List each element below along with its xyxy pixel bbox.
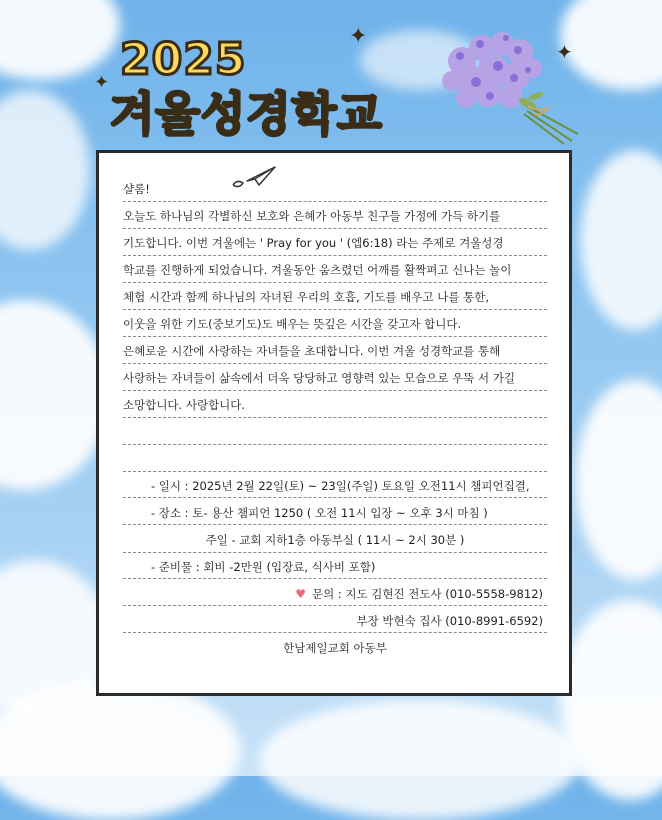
lavender-bouquet-icon bbox=[432, 26, 582, 146]
greeting: 샬롬! bbox=[123, 177, 547, 202]
event-place: - 장소 : 토- 용산 챔피언 1250 ( 오전 11시 입장 ~ 오후 3시 마침 ) bbox=[123, 501, 547, 525]
letter-body-line: 오늘도 하나님의 각별하신 보호와 은혜가 아동부 친구들 가정에 가득 하기를 bbox=[123, 204, 547, 229]
letter-body-line: 사랑하는 자녀들이 삶속에서 더욱 당당하고 영향력 있는 모습으로 우뚝 서 가길 bbox=[123, 366, 547, 391]
blank-line bbox=[123, 447, 547, 472]
letter-body-line: 소망합니다. 사랑합니다. bbox=[123, 393, 547, 418]
event-date: - 일시 : 2025년 2월 22일(토) ~ 23일(주일) 토요일 오전11시 챔피언집결, bbox=[123, 474, 547, 498]
event-place-sunday: 주일 - 교회 지하1층 아동부실 ( 11시 ~ 2시 30분 ) bbox=[123, 528, 547, 553]
letter-body-line: 학교를 진행하게 되었습니다. 겨울동안 움츠렸던 어깨를 활짝펴고 신나는 놀이 bbox=[123, 258, 547, 283]
letter-body-line: 은혜로운 시간에 사랑하는 자녀들을 초대합니다. 이번 겨울 성경학교를 통해 bbox=[123, 339, 547, 364]
letter-body-line: 이웃을 위한 기도(중보기도)도 배우는 뜻깊은 시간을 갖고자 합니다. bbox=[123, 312, 547, 337]
event-supplies: - 준비물 : 회비 -2만원 (입장료, 식사비 포함) bbox=[123, 555, 547, 579]
cloud bbox=[0, 0, 120, 80]
cloud bbox=[0, 300, 110, 490]
blank-line bbox=[123, 420, 547, 445]
title-main: 겨울성경학교 bbox=[110, 87, 383, 141]
cloud bbox=[0, 90, 90, 250]
cloud bbox=[580, 150, 662, 330]
sparkle-icon: ✦ bbox=[94, 72, 110, 93]
cloud bbox=[0, 680, 240, 820]
letter-paper bbox=[96, 150, 572, 696]
sparkle-icon: ✦ bbox=[349, 24, 368, 49]
cloud bbox=[260, 700, 580, 820]
contact-1 bbox=[123, 582, 547, 606]
cloud bbox=[575, 380, 662, 580]
letter-body-line: 기도합니다. 이번 겨울에는 ' Pray for you ' (엡6:18) 라는 주제로 겨울성경 bbox=[123, 231, 547, 256]
heart-icon: ♥ bbox=[295, 587, 306, 601]
signature: 한남제일교회 아동부 bbox=[283, 641, 387, 655]
letter-body-line: 체험 시간과 함께 하나님의 자녀된 우리의 호흡, 기도를 배우고 나를 통한, bbox=[123, 285, 547, 310]
contact-1-text: 문의 : 지도 김현진 전도사 (010-5558-9812) bbox=[312, 587, 543, 601]
sparkle-icon: ✦ bbox=[556, 40, 573, 64]
title-year: 2025 bbox=[120, 34, 247, 85]
contact-2: 부장 박현숙 집사 (010-8991-6592) bbox=[123, 609, 547, 633]
